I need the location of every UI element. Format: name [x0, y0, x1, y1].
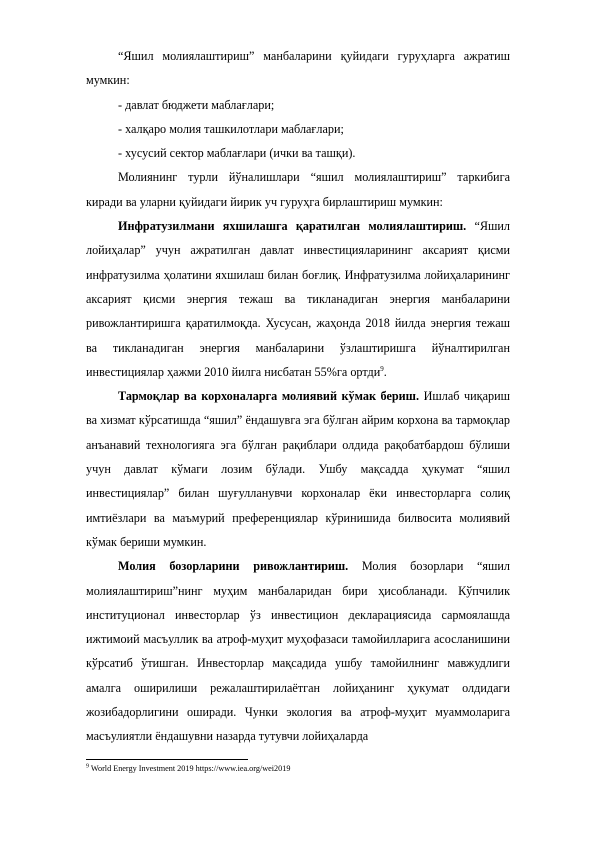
- paragraph-enterprise-support: [86, 384, 510, 554]
- financial-markets-body: Молия бозорлари “яшил молиялаштириш”нинг муҳим манбаларидан бири ҳисобланади. Кўпчилик институционал инвесторлар ўз инвестицион декларациясида сармоялашда ижтимоий масъуллик ва атроф-муҳит муҳофазаси тамойилларига асосланишини кўрсатиб ўтишган. Инвесторлар мақсадида ушбу тамойилнинг мавжудлиги амалга оширилиши режалаштирилаётган лойиҳанинг ҳукумат олдидаги жозибадорлигини оширади. Чунки экология ва атроф-муҳит муаммоларига масъулиятли ёндашувни назарда тутувчи лойиҳаларда: [86, 559, 510, 744]
- sources-list: [86, 93, 510, 166]
- heading-financial-markets: Молия бозорларини ривожлантириш.: [118, 559, 349, 574]
- footnote-reference: 9: [380, 364, 384, 373]
- list-item: - хусусий сектор маблағлари (ички ва ташқи).: [118, 146, 356, 161]
- footnote: [86, 763, 510, 774]
- footnote-text: World Energy Investment 2019 https://www.iea.org/wei2019: [89, 764, 291, 773]
- enterprise-support-body: Ишлаб чиқариш ва хизмат кўрсатишда “яшил” ёндашувга эга бўлган айрим корхона ва тармоқлар анъанавий технологияга эга бўлган рақиблари олдида рақобатбардош бўлиши учун давлат кўмаги лозим бўлади. Ушбу мақсадда ҳукумат “яшил инвестициялар” билан шуғулланувчи корхоналар ёки инвесторларга солиқ имтиёзлари ва маъмурий преференциялар кўринишида билвосита молиявий кўмак бериши мумкин.: [86, 389, 510, 549]
- infrastructure-end: .: [383, 364, 387, 379]
- footnote-separator: [86, 759, 248, 760]
- paragraph-sources-intro: “Яшил молиялаштириш” манбаларини қуйидаги гуруҳларга ажратиш мумкин:: [86, 49, 510, 88]
- list-item: - халқаро молия ташкилотлари маблағлари;: [118, 121, 344, 136]
- body-text: [86, 44, 510, 749]
- paragraph-infrastructure: [86, 214, 510, 384]
- infrastructure-body: “Яшил лойиҳалар” учун ажратилган давлат инвестицияларининг аксарият қисми инфратузилма ҳолатини яхшилаш билан боғлиқ. Инфратузилма лойиҳаларининг аксарият қисми энергия тежаш ва тикланадиган энергия манбаларини ривожлантиришга қаратилмоқда. Хусусан, жаҳонда 2018 йилда энергия тежаш ва тикланадиган энергия манбаларини ўзлаштиришга йўналтирилган инвестициялар ҳажми 2010 йилга нисбатан 55%га ортди: [86, 219, 511, 379]
- paragraph-directions: Молиянинг турли йўналишлари “яшил молиялаштириш” таркибига киради ва уларни қуйидаги йирик уч гуруҳга бирлаштириш мумкин:: [86, 170, 510, 209]
- footnote-number: 9: [86, 763, 89, 770]
- heading-enterprise-support: Тармоқлар ва корхоналарга молиявий кўмак бериш.: [118, 389, 420, 404]
- list-item: - давлат бюджети маблағлари;: [118, 97, 275, 112]
- paragraph-financial-markets: [86, 554, 510, 748]
- heading-infrastructure: Инфратузилмани яхшилашга қаратилган молиялаштириш.: [118, 219, 467, 234]
